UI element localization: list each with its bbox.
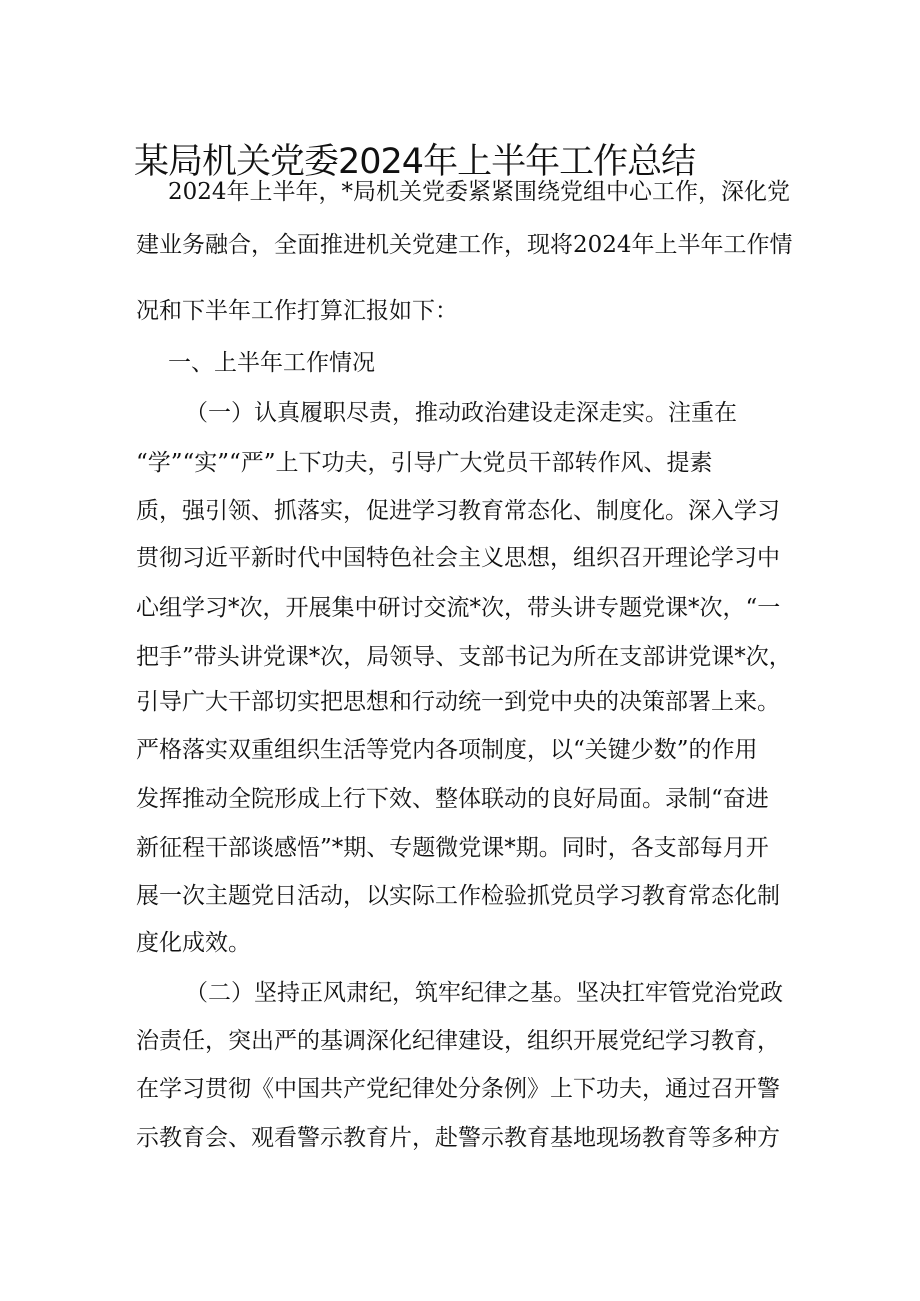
paragraph-line: 严格落实双重组织生活等党内各项制度，以“关键少数”的作用: [136, 737, 758, 763]
paragraph-line: 治责任，突出严的基调深化纪律建设，组织开展党纪学习教育，: [136, 1028, 780, 1054]
paragraph-line: 发挥推动全院形成上行下效、整体联动的良好局面。录制“奋进: [136, 786, 769, 812]
subsection-heading: （一）认真履职尽责，推动政治建设走深走实。注重在: [185, 400, 737, 426]
paragraph-line: 示教育会、观看警示教育片，赴警示教育基地现场教育等多种方: [136, 1125, 780, 1151]
paragraph-line: 展一次主题党日活动，以实际工作检验抓党员学习教育常态化制: [136, 883, 780, 909]
paragraph-line: 度化成效。: [136, 930, 251, 956]
document-title: 某局机关党委2024年上半年工作总结: [134, 142, 696, 182]
paragraph-line: 贯彻习近平新时代中国特色社会主义思想，组织召开理论学习中: [136, 545, 780, 571]
paragraph-line: 在学习贯彻《中国共产党纪律处分条例》上下功夫，通过召开警: [136, 1076, 780, 1102]
paragraph-line: 况和下半年工作打算汇报如下：: [136, 298, 458, 324]
paragraph-line: 心组学习*次，开展集中研讨交流*次，带头讲专题党课*次，“一: [136, 595, 781, 621]
paragraph-line: 新征程干部谈感悟”*期、专题微党课*期。同时，各支部每月开: [136, 835, 769, 861]
section-heading: 一、上半年工作情况: [168, 350, 375, 376]
subsection-heading: （二）坚持正风肃纪，筑牢纪律之基。坚决扛牢管党治党政: [185, 980, 783, 1006]
paragraph-line: 2024年上半年，*局机关党委紧紧围绕党组中心工作，深化党: [168, 179, 791, 205]
paragraph-line: 建业务融合，全面推进机关党建工作，现将2024年上半年工作情: [136, 232, 793, 258]
paragraph-line: 把手”带头讲党课*次，局领导、支部书记为所在支部讲党课*次，: [136, 644, 792, 670]
paragraph-line: 质，强引领、抓落实，促进学习教育常态化、制度化。深入学习: [136, 498, 780, 524]
paragraph-line: “学”“实”“严”上下功夫，引导广大党员干部转作风、提素: [136, 450, 713, 476]
paragraph-line: 引导广大干部切实把思想和行动统一到党中央的决策部署上来。: [136, 689, 780, 715]
